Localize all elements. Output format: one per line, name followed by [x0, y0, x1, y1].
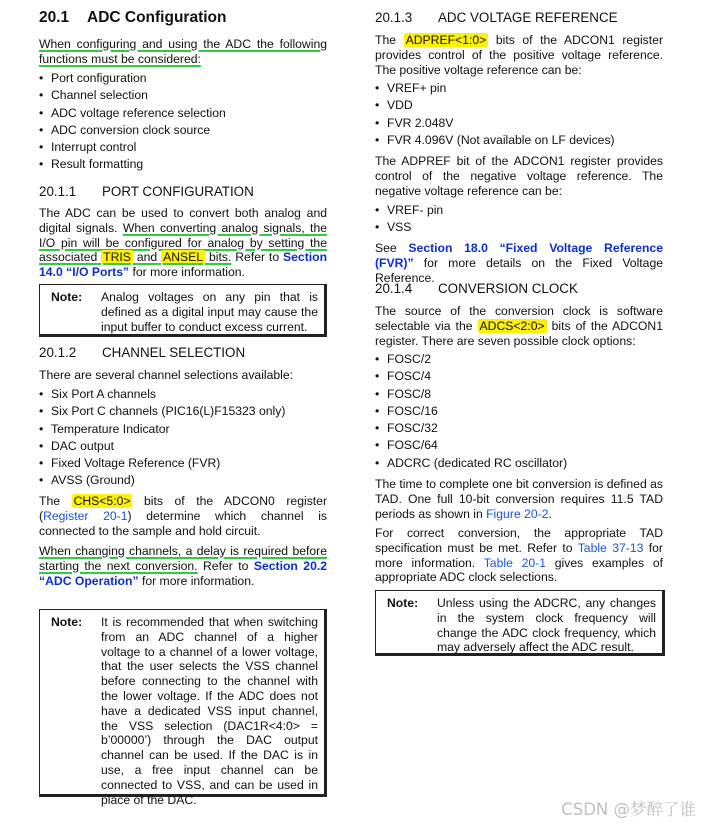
list-item: • AVSS (Ground) [39, 472, 327, 489]
list-item: • Six Port A channels [39, 386, 327, 403]
list-item: • ADC conversion clock source [39, 122, 327, 139]
list-item: • VREF+ pin [375, 80, 663, 97]
changing-channels-paragraph: When changing channels, a delay is required before starting the next conversion. Refer to Section 20.2 “ADC Operation” for more information. [39, 544, 328, 588]
note-text: It is recommended that when switching from an ADC channel of a higher voltage to a channel of a lower voltage, that the user selects the VSS channel before connecting to the channel with the lower voltage. If the ADC does not have a dedicated VSS input channel, the VSS selection (DAC1R<4:0> = b’00000’) through the DAC output channel can be used. If the DAC is in use, a free input channel can be connected to VSS, and can be used in place of the DAC. [101, 615, 318, 807]
link-table-20-1[interactable]: Table 20-1 [483, 555, 546, 570]
list-item: • Six Port C channels (PIC16(L)F15323 only) [39, 403, 327, 420]
voltage-reference-heading: 20.1.3 ADC VOLTAGE REFERENCE [375, 10, 618, 25]
note-box-analog [39, 284, 327, 337]
list-item: • Temperature Indicator [39, 421, 327, 438]
port-config-paragraph: The ADC can be used to convert both analog and digital signals. When converting analog signals, the I/O pin will be configured for analog by setting the associated TRIS and ANSEL bits. Refer to Section 14.0 “I/O Ports” for more information. [39, 206, 328, 280]
list-item: • Fixed Voltage Reference (FVR) [39, 455, 327, 472]
list-item: • ADC voltage reference selection [39, 105, 327, 122]
intro-paragraph: When configuring and using the ADC the following functions must be considered: [39, 37, 327, 66]
tad-paragraph: The time to complete one bit conversion is defined as TAD. One full 10-bit conversion requires 11.5 TAD periods as shown in Figure 20-2. [375, 477, 663, 521]
note-box-switching [39, 609, 327, 807]
note-label: Note: [387, 596, 419, 610]
list-item: • VSS [375, 219, 663, 236]
conversion-clock-heading: 20.1.4 CONVERSION CLOCK [375, 281, 578, 296]
list-item: • Result formatting [39, 156, 327, 173]
clock-options-list [375, 351, 663, 472]
note-box-adcrc [375, 590, 665, 656]
note-label: Note: [51, 290, 83, 304]
list-item: • VREF- pin [375, 202, 663, 219]
list-item: • Channel selection [39, 87, 327, 104]
list-item: • FVR 2.048V [375, 115, 663, 132]
section-heading: 20.1 ADC Configuration [39, 9, 227, 26]
channel-list [39, 386, 327, 490]
channel-selection-heading: 20.1.2 CHANNEL SELECTION [39, 345, 246, 360]
csdn-watermark: CSDN @梦醉了谁 [561, 800, 696, 820]
list-item: • FOSC/8 [375, 386, 663, 403]
list-item: • ADCRC (dedicated RC oscillator) [375, 455, 663, 472]
correct-conversion-paragraph: For correct conversion, the appropriate TAD specification must be met. Refer to Table 37-13 for more information. Table 20-1 gives examples of appropriate ADC clock selections. [375, 526, 664, 585]
fvr-paragraph: See Section 18.0 “Fixed Voltage Reference (FVR)” for more details on the Fixed Voltage Reference. [375, 241, 664, 285]
note-text: Unless using the ADCRC, any changes in the system clock frequency will change the ADC clock frequency, which may adversely affect the ADC result. [437, 596, 656, 655]
note-text: Analog voltages on any pin that is defined as a digital input may cause the input buffer to conduct excess current. [101, 290, 318, 334]
list-item: • Port configuration [39, 70, 327, 87]
chs-paragraph: The CHS<5:0> bits of the ADCON0 register (Register 20-1) determine which channel is connected to the sample and hold circuit. [39, 494, 328, 538]
list-item: • DAC output [39, 438, 327, 455]
negative-reference-paragraph: The ADPREF bit of the ADCON1 register provides control of the negative voltage reference. The negative voltage reference can be: [375, 154, 663, 198]
list-item: • FOSC/32 [375, 420, 663, 437]
link-section-14[interactable]: Section 14.0 “I/O Ports” [39, 250, 328, 280]
adpref-paragraph: The ADPREF<1:0> bits of the ADCON1 register provides control of the positive voltage reference. The positive voltage reference can be: [375, 33, 664, 77]
negative-reference-list [375, 202, 663, 237]
list-item: • FVR 4.096V (Not available on LF devices) [375, 132, 663, 149]
list-item: • Interrupt control [39, 139, 327, 156]
positive-reference-list [375, 80, 663, 149]
port-config-heading: 20.1.1 PORT CONFIGURATION [39, 184, 254, 199]
link-figure-20-2[interactable]: Figure 20-2 [486, 506, 549, 521]
link-section-18[interactable]: Section 18.0 “Fixed Voltage Reference (FVR)” [375, 241, 663, 270]
channel-intro: There are several channel selections available: [39, 368, 294, 382]
link-register-20-1[interactable]: Register 20-1 [43, 508, 128, 523]
list-item: • FOSC/64 [375, 437, 663, 454]
list-item: • VDD [375, 97, 663, 114]
intro-list [39, 70, 327, 174]
link-section-20-2[interactable]: Section 20.2 “ADC Operation” [39, 558, 328, 588]
list-item: • FOSC/16 [375, 403, 663, 420]
list-item: • FOSC/2 [375, 351, 663, 368]
list-item: • FOSC/4 [375, 368, 663, 385]
note-label: Note: [51, 615, 83, 629]
adcs-paragraph: The source of the conversion clock is software selectable via the ADCS<2:0> bits of the ADCON1 register. There are seven possible clock options: [375, 304, 663, 348]
link-table-37-13[interactable]: Table 37-13 [577, 540, 644, 555]
